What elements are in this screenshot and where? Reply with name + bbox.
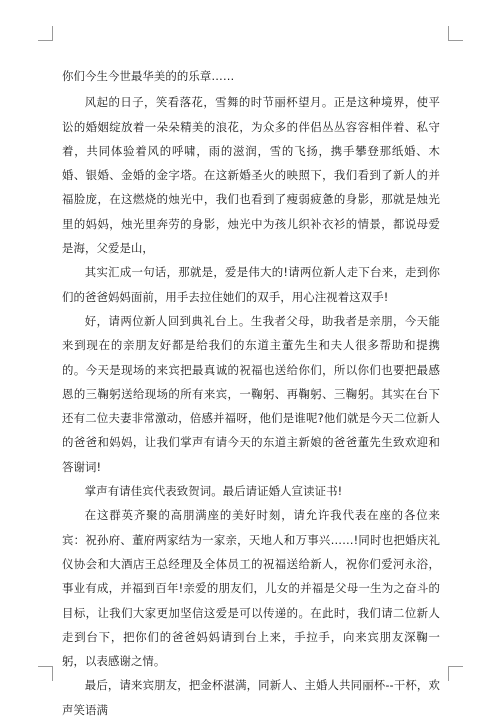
paragraph: 最后，请来宾朋友，把金杯湛满，同新人、主婚人共同丽杯--干杯，欢声笑语满 [62, 678, 440, 717]
paragraph: 风起的日子，笑看落花，雪舞的时节丽杯望月。正是这种境界，使平讼的婚姻绽放着一朵朵精美的浪花，为众多的伴侣丛丛容容相伴着、私守着，共同体验着风的呼啸，雨的滋润，雪的飞扬，携手攀登那纸婚、木婚、银婚、金婚的金字塔。在这新婚圣火的映照下，我们看到了新人的并福脸庞，在这燃烧的烛光中，我们也看到了瘦弱疲惫的身影，那就是烛光里的妈妈，烛光里奔劳的身影，烛光中为孩儿织补衣衫的情景，都说母爱是海，父爱是山， [62, 95, 440, 256]
paragraph: 好，请两位新人回到典礼台上。生我者父母，助我者是亲朋，今天能来到现在的亲朋友好都是给我们的东道主董先生和夫人很多帮助和提携的。今天是现场的来宾把最真诚的祝福也送给你们，所以你们也要把最感恩的三鞠躬送给现场的所有来宾，一鞠躬、再鞠躬、三鞠躬。其实在台下还有二位夫妻非常激动，倍感并福呀，他们是谁呢?他们就是今天二位新人的爸爸和妈妈，让我们掌声有请今天的东道主新娘的爸爸董先生致欢迎和答谢词! [62, 313, 440, 474]
crop-mark-top-right [448, 26, 463, 41]
document-body [62, 64, 440, 722]
paragraph: 你们今生今世最华美的的乐章…… [62, 69, 235, 83]
crop-mark-top-left [38, 26, 53, 41]
paragraph: 其实汇成一句话，那就是，爱是伟大的!请两位新人走下台来，走到你们的爸爸妈妈面前，用手去拉住她们的双手，用心注视着这双手! [62, 265, 440, 304]
crop-mark-bottom-left [38, 666, 53, 681]
crop-mark-bottom-right [448, 666, 463, 681]
paragraph: 在这群英齐聚的高朋满座的美好时刻，请允许我代表在座的各位来宾：祝孙府、董府两家结为一家亲，天地人和万事兴……!同时也把婚庆礼仪协会和大酒店王总经理及全体员工的祝福送给新人，祝你们爱河永浴，事业有成，并福到百年!亲爱的朋友们，儿女的并福是父母一生为之奋斗的目标，让我们大家更加坚信这爱是可以传递的。在此时，我们请二位新人走到台下，把你们的爸爸妈妈请到台上来，手拉手，向来宾朋友深鞠一躬，以表感谢之情。 [62, 508, 440, 669]
paragraph: 掌声有请佳宾代表致贺词。最后请证婚人宣读证书! [84, 484, 343, 499]
